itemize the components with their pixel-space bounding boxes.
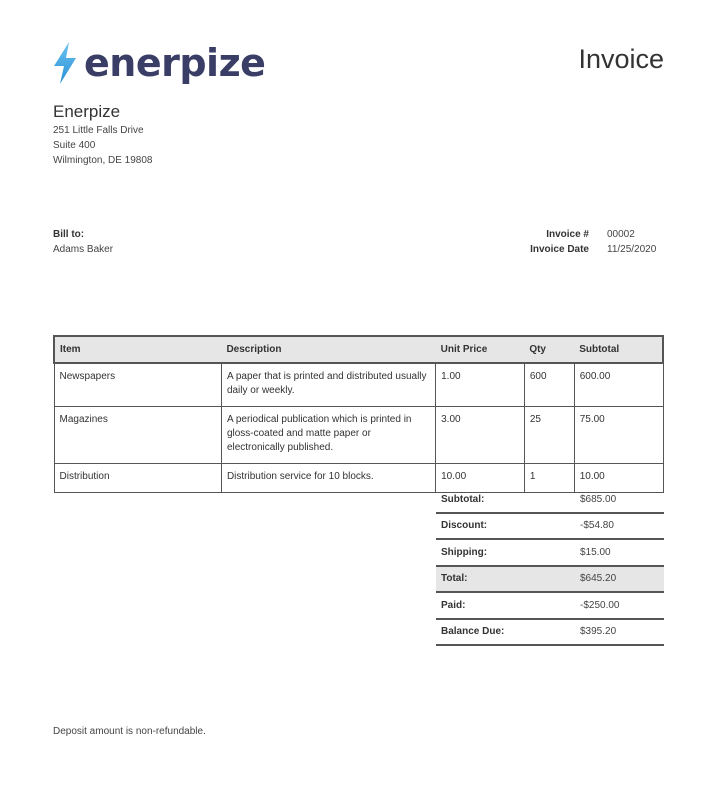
column-header-qty: Qty <box>524 336 574 363</box>
cell-subtotal: 10.00 <box>574 464 663 493</box>
column-header-item: Item <box>54 336 221 363</box>
totals-label: Balance Due: <box>441 626 505 638</box>
company-address-line: Wilmington, DE 19808 <box>53 155 153 166</box>
bill-to-label: Bill to: <box>53 229 85 240</box>
cell-qty: 600 <box>524 363 574 407</box>
cell-description: A periodical publication which is printed in gloss-coated and matte paper or electronically published. <box>221 407 435 464</box>
totals-row-paid <box>436 593 664 620</box>
cell-qty: 1 <box>524 464 574 493</box>
totals-value: -$54.80 <box>580 520 614 532</box>
invoice-date-label: Invoice Date <box>530 244 589 255</box>
cell-unit-price: 3.00 <box>436 407 525 464</box>
cell-item: Distribution <box>54 464 221 493</box>
company-address-line: 251 Little Falls Drive <box>53 125 144 136</box>
invoice-number-label: Invoice # <box>546 229 589 240</box>
column-header-unit-price: Unit Price <box>436 336 525 363</box>
column-header-subtotal: Subtotal <box>574 336 663 363</box>
totals-value: -$250.00 <box>580 599 620 611</box>
totals-label: Shipping: <box>441 546 488 558</box>
totals-row-total <box>436 567 664 594</box>
totals-label: Paid: <box>441 599 466 611</box>
company-logo <box>52 42 265 84</box>
totals-row-subtotal <box>436 487 664 514</box>
cell-subtotal: 600.00 <box>574 363 663 407</box>
totals-row-shipping <box>436 540 664 567</box>
company-name: Enerpize <box>53 102 121 121</box>
totals-label: Total: <box>441 573 468 585</box>
totals-value: $15.00 <box>580 546 611 558</box>
cell-subtotal: 75.00 <box>574 407 663 464</box>
totals-value: $395.20 <box>580 626 617 638</box>
table-header-row <box>54 336 663 363</box>
cell-qty: 25 <box>524 407 574 464</box>
totals-label: Subtotal: <box>441 493 485 505</box>
column-header-description: Description <box>221 336 435 363</box>
table-row <box>54 407 663 464</box>
cell-unit-price: 10.00 <box>436 464 525 493</box>
lightning-bolt-icon <box>52 42 78 84</box>
cell-unit-price: 1.00 <box>436 363 525 407</box>
table-row <box>54 363 663 407</box>
company-address-line: Suite 400 <box>53 140 96 151</box>
cell-item: Magazines <box>54 407 221 464</box>
cell-description: Distribution service for 10 blocks. <box>221 464 435 493</box>
invoice-date: 11/25/2020 <box>607 244 657 255</box>
totals-row-discount <box>436 514 664 541</box>
totals-row-balance-due <box>436 620 664 647</box>
totals-summary <box>436 487 664 646</box>
cell-description: A paper that is printed and distributed usually daily or weekly. <box>221 363 435 407</box>
totals-value: $685.00 <box>580 493 617 505</box>
bill-to-name: Adams Baker <box>53 244 114 255</box>
cell-item: Newspapers <box>54 363 221 407</box>
footer-note: Deposit amount is non-refundable. <box>53 726 206 737</box>
invoice-number: 00002 <box>607 229 635 240</box>
totals-label: Discount: <box>441 520 488 532</box>
document-title: Invoice <box>578 44 664 74</box>
line-items-table <box>53 335 664 493</box>
totals-value: $645.20 <box>580 573 617 585</box>
logo-wordmark: enerpize <box>84 41 266 85</box>
